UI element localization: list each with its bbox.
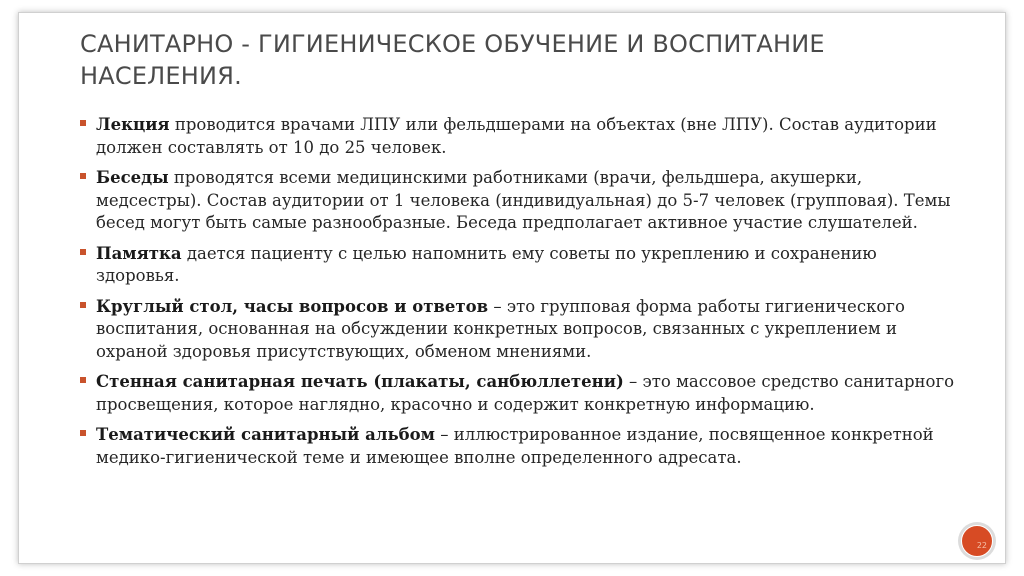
square-bullet-icon (80, 249, 86, 255)
item-text: – это групповая форма работы гигиенического воспитания, основанная на обсуждении конкретных вопросов, связанных с укреплением и охраной здоровья присутствующих, обменом мнениями. (96, 296, 905, 361)
item-term: Тематический санитарный альбом (96, 425, 435, 444)
item-term: Беседы (96, 168, 169, 187)
item-text: – это массовое средство санитарного просвещения, которое наглядно, красочно и содержит конкретную информацию. (96, 372, 955, 414)
list-item (78, 167, 958, 235)
square-bullet-icon (80, 430, 86, 436)
square-bullet-icon (80, 120, 86, 126)
item-term: Стенная санитарная печать (плакаты, санбюллетени) (96, 372, 624, 391)
item-text: проводится врачами ЛПУ или фельдшерами на объектах (вне ЛПУ). Состав аудитории должен составлять от 10 до 25 человек. (96, 115, 937, 157)
list-item (78, 243, 958, 288)
item-term: Памятка (96, 243, 182, 263)
square-bullet-icon (80, 377, 86, 383)
square-bullet-icon (80, 173, 86, 179)
list-item (78, 424, 958, 469)
list-item (78, 296, 958, 364)
item-text: проводятся всеми медицинскими работниками (врачи, фельдшера, акушерки, медсестры). Состав аудитории от 1 человека (индивидуальная) до 5-7 человек (групповая). Темы бесед могут быть самые разнообразные. Беседа предполагает активное участие слушателей. (96, 168, 951, 232)
item-term: Лекция (96, 115, 170, 134)
slide-title: САНИТАРНО - ГИГИЕНИЧЕСКОЕ ОБУЧЕНИЕ И ВОСПИТАНИЕ НАСЕЛЕНИЯ. (80, 30, 825, 90)
list-item (78, 371, 958, 416)
page-number: 22 (976, 541, 987, 550)
slide-number-badge[interactable] (958, 522, 996, 560)
circle-icon (961, 525, 993, 557)
list-item (78, 114, 958, 159)
item-text: – иллюстрированное издание, посвященное конкретной медико-гигиенической теме и имеющее вполне определенного адресата. (96, 425, 934, 467)
bullet-list (78, 114, 958, 469)
item-term: Круглый стол, часы вопросов и ответов (96, 296, 489, 316)
square-bullet-icon (80, 302, 86, 308)
slide-content (78, 114, 958, 477)
item-text: дается пациенту с целью напомнить ему советы по укреплению и сохранению здоровья. (96, 243, 877, 285)
